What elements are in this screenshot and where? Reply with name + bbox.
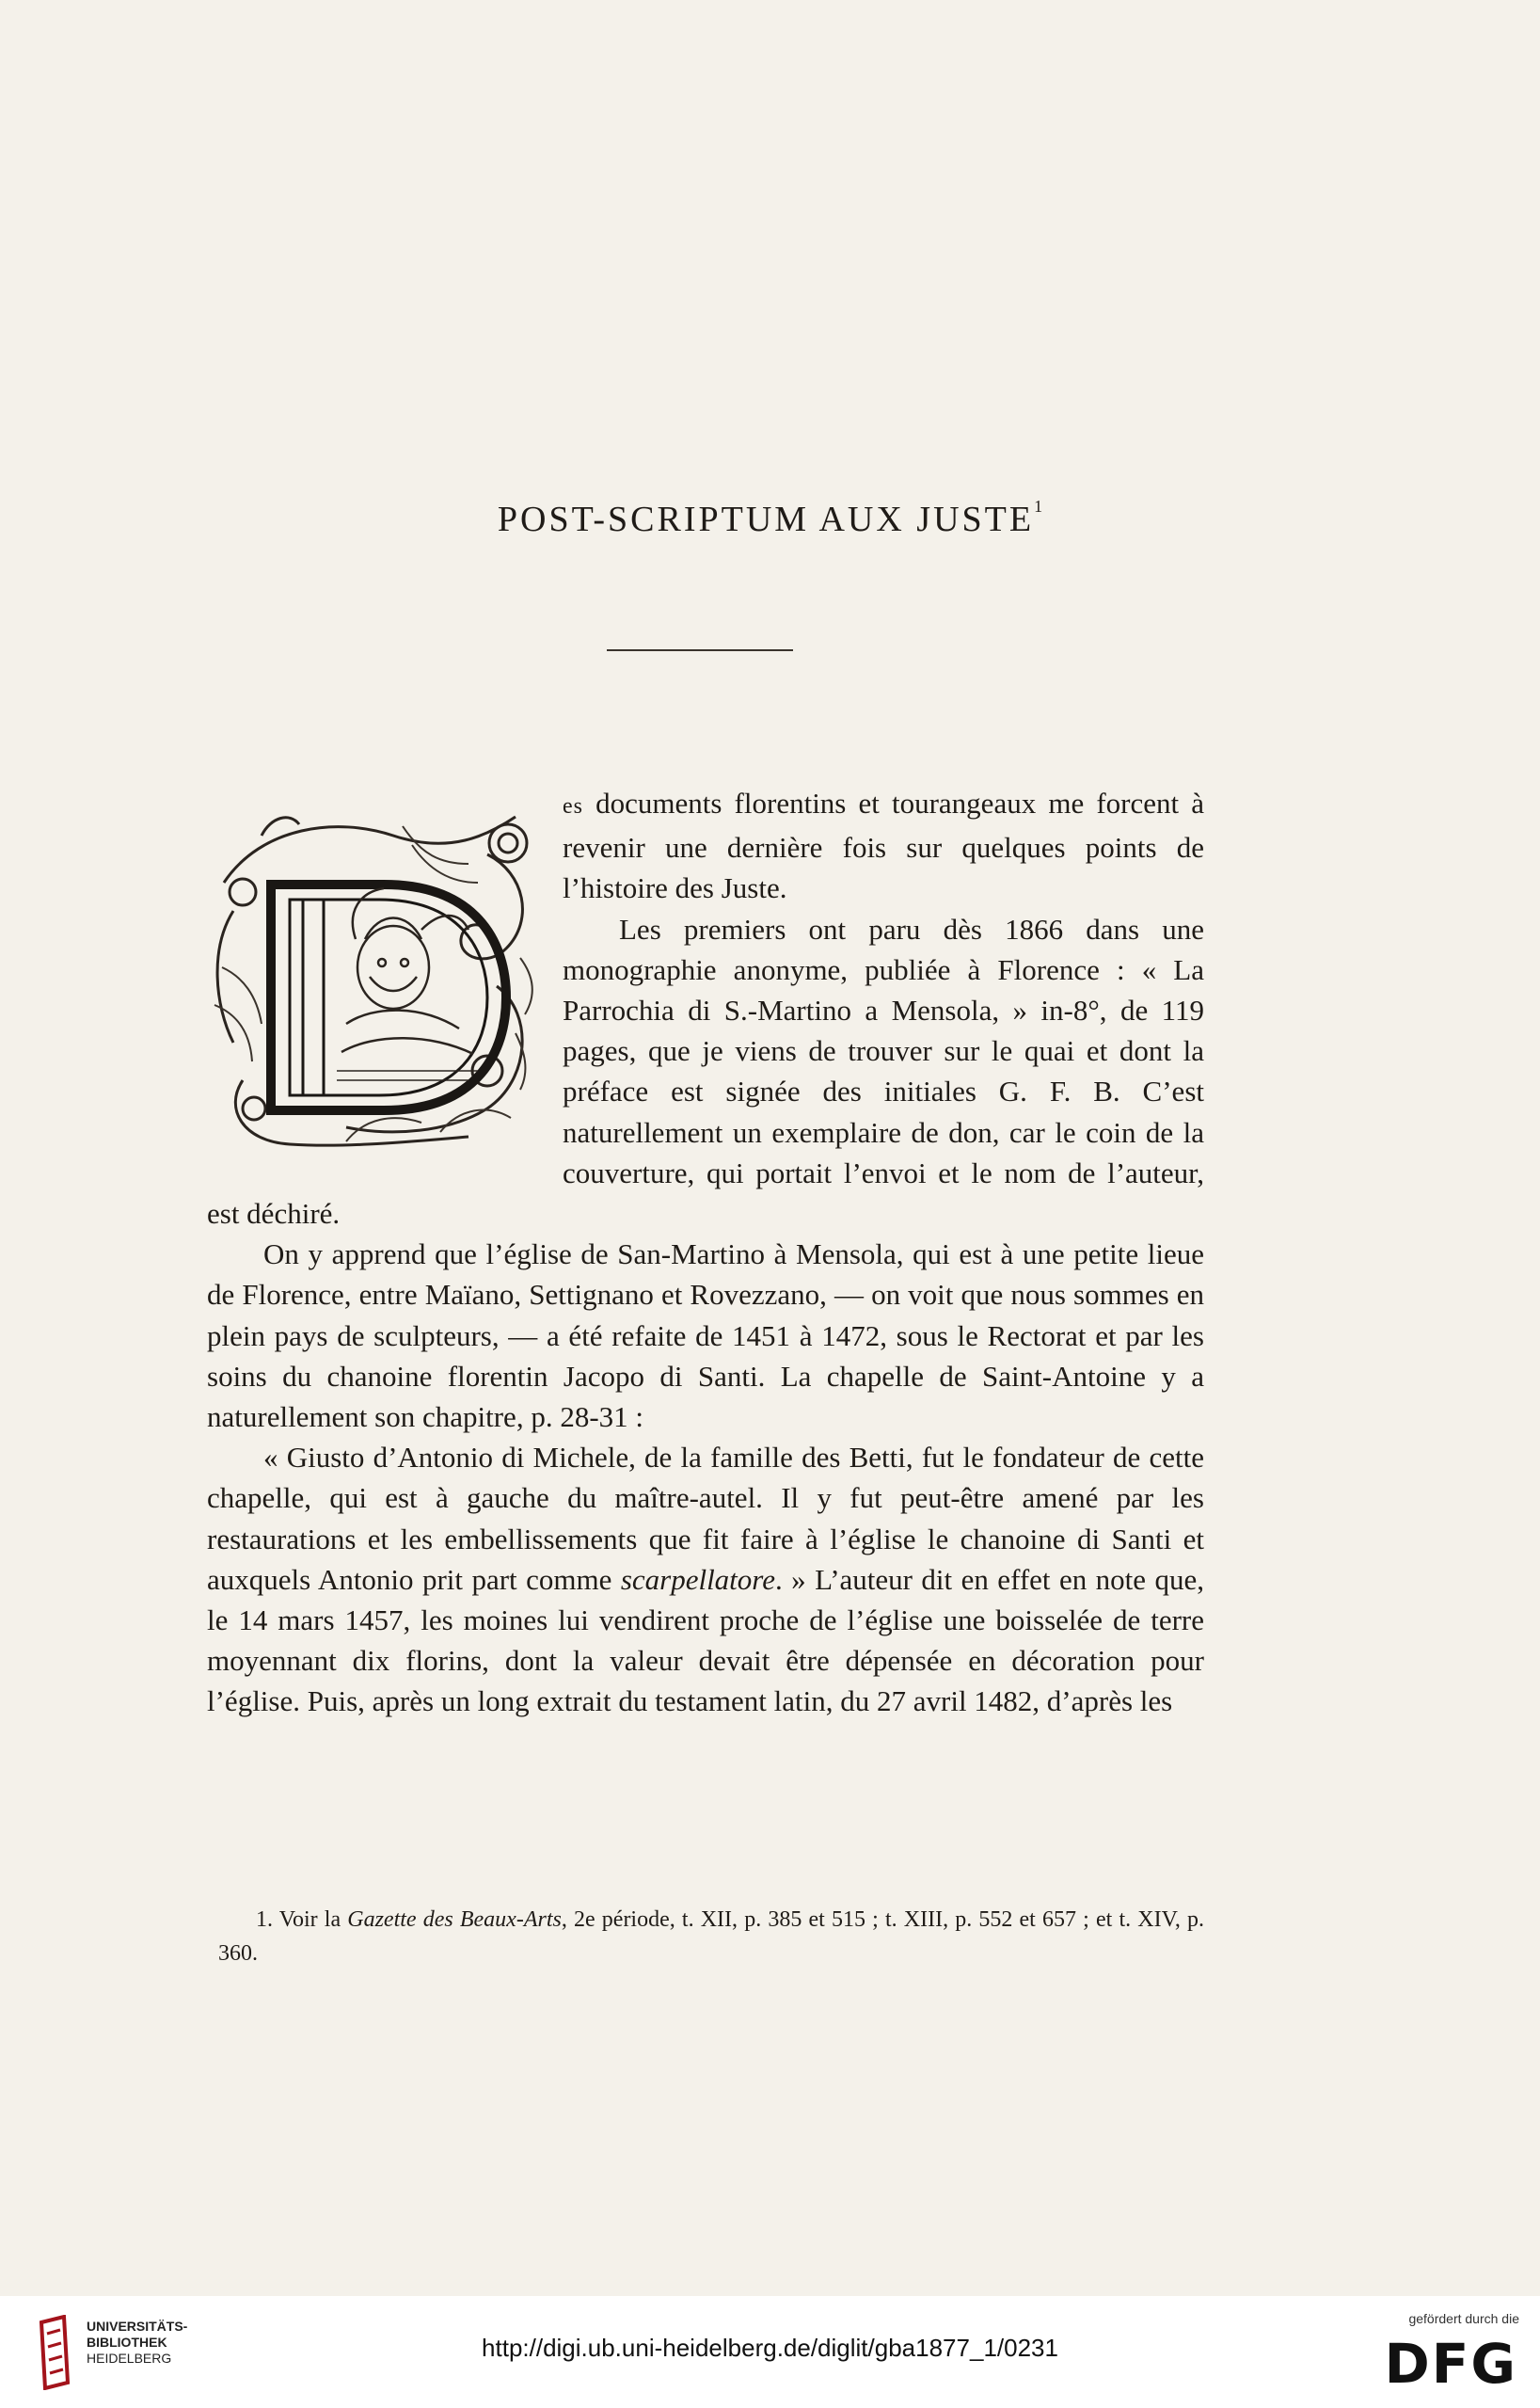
paragraph-3: On y apprend que l’église de San-Martino à Mensola, qui est à une petite lieue de Florence, entre Maïano, Settignano et Rovezzano, — on voit que nous sommes en plein pays de sculpteurs, — a été refaite de 1451 à 1472, sous le Rectorat et par les soins du chanoine florentin Jacopo di Santi. La chapelle de Saint-Antoine y a naturellement son chapitre, p. 28-31 :	[207, 1237, 1204, 1434]
article-body	[207, 783, 1204, 1722]
library-line-2: BIBLIOTHEK	[87, 2335, 167, 2350]
library-line-3: HEIDELBERG	[87, 2351, 172, 2366]
initial-space	[207, 783, 563, 1180]
footnote-1	[218, 1903, 1204, 1970]
funded-by-caption: gefördert durch die	[1408, 2311, 1519, 2326]
paragraph-2-text: Les premiers ont paru dès 1866 dans une monographie anonyme, publiée à Florence : « La Parrochia di S.-Martino a Mensola, » in-8°, de 119 pages, que je viens de trouver sur le quai et dont la préface est signée des initiales G. F. B. C’est naturellement un exemplaire de don, car le coin de la couverture, qui portait l’envoi et le nom de l’auteur, est déchiré.	[207, 912, 1204, 1231]
footnote-end: , 2e période, t. XII, p. 385 et 515 ; t. XIII, p. 552 et 657 ; et t. XIV, p. 360.	[218, 1907, 1204, 1966]
footer-bar	[0, 2296, 1540, 2408]
initial-continuation: es	[563, 794, 583, 819]
paragraph-1-text: documents florentins et tourangeaux me forcent à revenir une dernière fois sur quelques points de l’histoire des Juste.	[563, 787, 1204, 905]
footnote-italic: Gazette des Beaux-Arts	[347, 1907, 562, 1932]
paragraph-4-end: . » L’auteur dit en effet en note que, le 14 mars 1457, les moines lui vendirent proche de l’église une boisselée de terre moyennant dix florins, dont la valeur devait être dépensée en décoration pour l’église. Puis, après un long extrait du testament latin, du 27 avril 1482, d’après les	[207, 1562, 1204, 1718]
dfg-logo: DFG	[1384, 2332, 1517, 2396]
footnote-start: 1. Voir la	[256, 1907, 348, 1932]
paragraph-1	[207, 783, 1204, 1234]
paragraph-4	[207, 1437, 1204, 1721]
article-title	[0, 497, 1540, 540]
source-url[interactable]: http://digi.ub.uni-heidelberg.de/diglit/gba1877_1/0231	[482, 2334, 1058, 2362]
article-title-text: POST-SCRIPTUM AUX JUSTE	[497, 500, 1035, 539]
library-line-1: UNIVERSITÄTS-	[87, 2319, 188, 2334]
title-footnote-mark: 1	[1034, 497, 1043, 516]
paragraph-4-italic: scarpellatore	[620, 1562, 775, 1596]
paragraph-4-start: « Giusto d’Antonio di Michele, de la famille des Betti, fut le fondateur de cette chapelle, qui est à gauche du maître-autel. Il y fut peut-être amené par les restaurations et les embellissements que fit faire à l’église le chanoine di Santi et auxquels Antonio prit part comme	[207, 1441, 1204, 1596]
footnote	[218, 1903, 1204, 1970]
title-divider	[607, 649, 793, 651]
